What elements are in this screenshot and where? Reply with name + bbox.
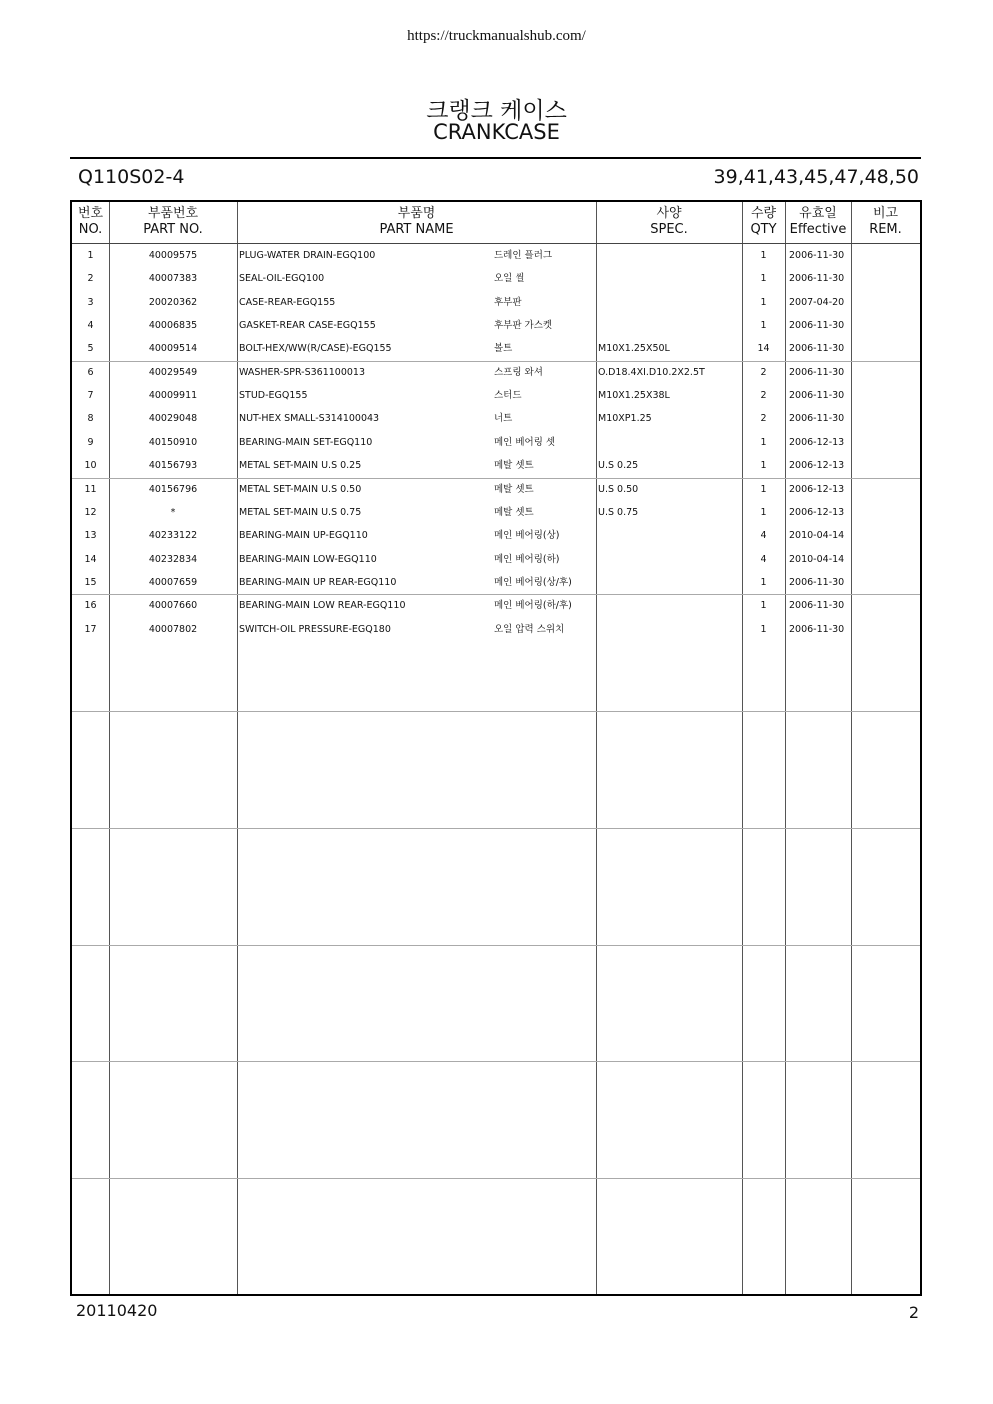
- cell-name: PLUG-WATER DRAIN-EGQ100: [239, 250, 376, 261]
- cell-name: BEARING-MAIN LOW REAR-EGQ110: [239, 600, 406, 612]
- cell-no: 6: [87, 366, 94, 378]
- cell-ko: 메탈 셋트: [494, 460, 534, 472]
- cell-qty: 4: [760, 530, 767, 542]
- source-url: https://truckmanualshub.com/: [407, 28, 586, 44]
- table-row: [72, 618, 920, 641]
- cell-part: 40233122: [148, 530, 198, 542]
- cell-part: 40007802: [148, 623, 198, 635]
- cell-no: 13: [84, 530, 97, 542]
- cell-no: 5: [87, 343, 94, 355]
- cell-qty: 14: [757, 343, 770, 355]
- cell-part: 40156796: [148, 483, 198, 495]
- table-row: [72, 478, 920, 501]
- cell-qty: 1: [760, 320, 767, 332]
- cell-eff: 2006-11-30: [789, 273, 845, 285]
- header-remarks: 비고 REM.: [869, 206, 902, 237]
- cell-eff: 2006-11-30: [789, 413, 845, 425]
- cell-no: 2: [87, 273, 94, 285]
- cell-ko: 후부판 가스켓: [494, 320, 553, 332]
- table-row: [72, 244, 920, 267]
- cell-part: 40007659: [148, 576, 198, 588]
- header-part-name: 부품명 PART NAME: [379, 206, 454, 237]
- cell-eff: 2006-12-13: [789, 506, 845, 518]
- cell-no: 17: [84, 623, 97, 635]
- cell-part: 40009514: [148, 343, 198, 355]
- cell-part: 40029048: [148, 413, 198, 425]
- cell-qty: 2: [760, 366, 767, 378]
- cell-ko: 스프링 와셔: [494, 366, 543, 378]
- group-divider: [72, 945, 920, 946]
- model-list: 39,41,43,45,47,48,50: [713, 166, 919, 188]
- table-row: [72, 291, 920, 314]
- cell-qty: 1: [760, 250, 767, 261]
- cell-no: 10: [84, 460, 97, 472]
- header-spec: 사양 SPEC.: [650, 206, 688, 237]
- cell-name: BEARING-MAIN UP-EGQ110: [239, 530, 368, 542]
- header-part-no: 부품번호 PART NO.: [143, 206, 203, 237]
- cell-eff: 2006-11-30: [789, 600, 845, 612]
- table-row: [72, 314, 920, 337]
- cell-qty: 4: [760, 553, 767, 565]
- cell-eff: 2010-04-14: [789, 553, 845, 565]
- table-row: [72, 454, 920, 477]
- cell-qty: 1: [760, 296, 767, 308]
- cell-ko: 너트: [494, 413, 513, 425]
- cell-qty: 1: [760, 460, 767, 472]
- cell-no: 16: [84, 600, 97, 612]
- cell-part: 40029549: [148, 366, 198, 378]
- cell-name: BEARING-MAIN LOW-EGQ110: [239, 553, 377, 565]
- cell-part: 40232834: [148, 553, 198, 565]
- cell-eff: 2006-11-30: [789, 390, 845, 402]
- cell-name: METAL SET-MAIN U.S 0.75: [239, 506, 362, 518]
- cell-ko: 오일 씰: [494, 273, 525, 285]
- cell-spec: M10X1.25X50L: [598, 343, 670, 355]
- cell-eff: 2010-04-14: [789, 530, 845, 542]
- table-row: [72, 548, 920, 571]
- group-divider: [72, 828, 920, 829]
- cell-name: BEARING-MAIN SET-EGQ110: [239, 436, 373, 448]
- cell-eff: 2006-11-30: [789, 366, 845, 378]
- cell-no: 15: [84, 576, 97, 588]
- cell-eff: 2006-11-30: [789, 623, 845, 635]
- cell-eff: 2006-11-30: [789, 343, 845, 355]
- cell-name: NUT-HEX SMALL-S314100043: [239, 413, 380, 425]
- footer-date: 20110420: [76, 1301, 158, 1320]
- cell-part: 40007383: [148, 273, 198, 285]
- cell-part: *: [170, 506, 176, 518]
- cell-spec: U.S 0.75: [598, 506, 639, 518]
- cell-qty: 2: [760, 413, 767, 425]
- cell-no: 7: [87, 390, 94, 402]
- cell-no: 14: [84, 553, 97, 565]
- cell-spec: U.S 0.50: [598, 483, 639, 495]
- cell-eff: 2006-12-13: [789, 460, 845, 472]
- cell-qty: 2: [760, 390, 767, 402]
- cell-no: 12: [84, 506, 97, 518]
- cell-ko: 메탈 셋트: [494, 483, 534, 495]
- cell-ko: 메탈 셋트: [494, 506, 534, 518]
- cell-part: 40006835: [148, 320, 198, 332]
- cell-name: SWITCH-OIL PRESSURE-EGQ180: [239, 623, 391, 635]
- cell-ko: 메인 베어링 셋: [494, 436, 556, 448]
- document-code: Q110S02-4: [78, 166, 185, 188]
- cell-eff: 2006-11-30: [789, 320, 845, 332]
- cell-ko: 볼트: [494, 343, 513, 355]
- group-divider: [72, 1061, 920, 1062]
- cell-ko: 드레인 플러그: [494, 250, 553, 261]
- cell-eff: 2006-11-30: [789, 576, 845, 588]
- cell-name: SEAL-OIL-EGQ100: [239, 273, 325, 285]
- header-effective: 유효일 Effective: [789, 206, 847, 237]
- cell-spec: U.S 0.25: [598, 460, 639, 472]
- title-divider: [70, 157, 921, 159]
- cell-ko: 메인 베어링(하): [494, 553, 560, 565]
- cell-no: 3: [87, 296, 94, 308]
- page-title-korean: 크랭크 케이스: [426, 98, 567, 124]
- cell-spec: O.D18.4XI.D10.2X2.5T: [598, 366, 705, 378]
- page-number: 2: [908, 1303, 919, 1322]
- cell-part: 40150910: [148, 436, 198, 448]
- header-qty: 수량 QTY: [750, 206, 777, 237]
- cell-name: WASHER-SPR-S361100013: [239, 366, 366, 378]
- group-divider: [72, 711, 920, 712]
- group-divider: [72, 478, 920, 479]
- cell-no: 8: [87, 413, 94, 425]
- group-divider: [72, 1178, 920, 1179]
- cell-name: CASE-REAR-EGQ155: [239, 296, 336, 308]
- cell-no: 11: [84, 483, 97, 495]
- cell-qty: 1: [760, 576, 767, 588]
- cell-name: BEARING-MAIN UP REAR-EGQ110: [239, 576, 397, 588]
- table-row: [72, 571, 920, 594]
- group-divider: [72, 594, 920, 595]
- cell-eff: 2006-11-30: [789, 250, 845, 261]
- cell-part: 20020362: [148, 296, 198, 308]
- page-title-english: CRANKCASE: [433, 120, 560, 144]
- cell-qty: 1: [760, 623, 767, 635]
- cell-no: 1: [87, 250, 94, 261]
- cell-ko: 후부판: [494, 296, 522, 308]
- cell-ko: 스터드: [494, 390, 522, 402]
- cell-part: 40009575: [148, 250, 198, 261]
- table-row: [72, 361, 920, 384]
- cell-ko: 메인 베어링(상): [494, 530, 560, 542]
- table-row: [72, 384, 920, 407]
- cell-eff: 2006-12-13: [789, 436, 845, 448]
- cell-name: METAL SET-MAIN U.S 0.50: [239, 483, 362, 495]
- cell-qty: 1: [760, 436, 767, 448]
- group-divider: [72, 361, 920, 362]
- table-row: [72, 407, 920, 430]
- table-row: [72, 267, 920, 290]
- parts-table: [70, 200, 922, 1296]
- cell-no: 9: [87, 436, 94, 448]
- cell-no: 4: [87, 320, 94, 332]
- table-row: [72, 594, 920, 617]
- cell-qty: 1: [760, 600, 767, 612]
- cell-part: 40156793: [148, 460, 198, 472]
- cell-spec: M10XP1.25: [598, 413, 652, 425]
- table-row: [72, 337, 920, 360]
- cell-ko: 메인 베어링(하/후): [494, 600, 572, 612]
- cell-qty: 1: [760, 506, 767, 518]
- cell-part: 40007660: [148, 600, 198, 612]
- cell-ko: 오일 압력 스위치: [494, 623, 565, 635]
- cell-part: 40009911: [148, 390, 198, 402]
- table-row: [72, 501, 920, 524]
- cell-eff: 2006-12-13: [789, 483, 845, 495]
- cell-spec: M10X1.25X38L: [598, 390, 670, 402]
- cell-name: GASKET-REAR CASE-EGQ155: [239, 320, 376, 332]
- cell-eff: 2007-04-20: [789, 296, 845, 308]
- cell-name: METAL SET-MAIN U.S 0.25: [239, 460, 362, 472]
- cell-name: BOLT-HEX/WW(R/CASE)-EGQ155: [239, 343, 392, 355]
- table-row: [72, 524, 920, 547]
- cell-ko: 메인 베어링(상/후): [494, 576, 572, 588]
- header-no: 번호 NO.: [77, 206, 104, 237]
- cell-qty: 1: [760, 483, 767, 495]
- cell-qty: 1: [760, 273, 767, 285]
- cell-name: STUD-EGQ155: [239, 390, 308, 402]
- table-row: [72, 431, 920, 454]
